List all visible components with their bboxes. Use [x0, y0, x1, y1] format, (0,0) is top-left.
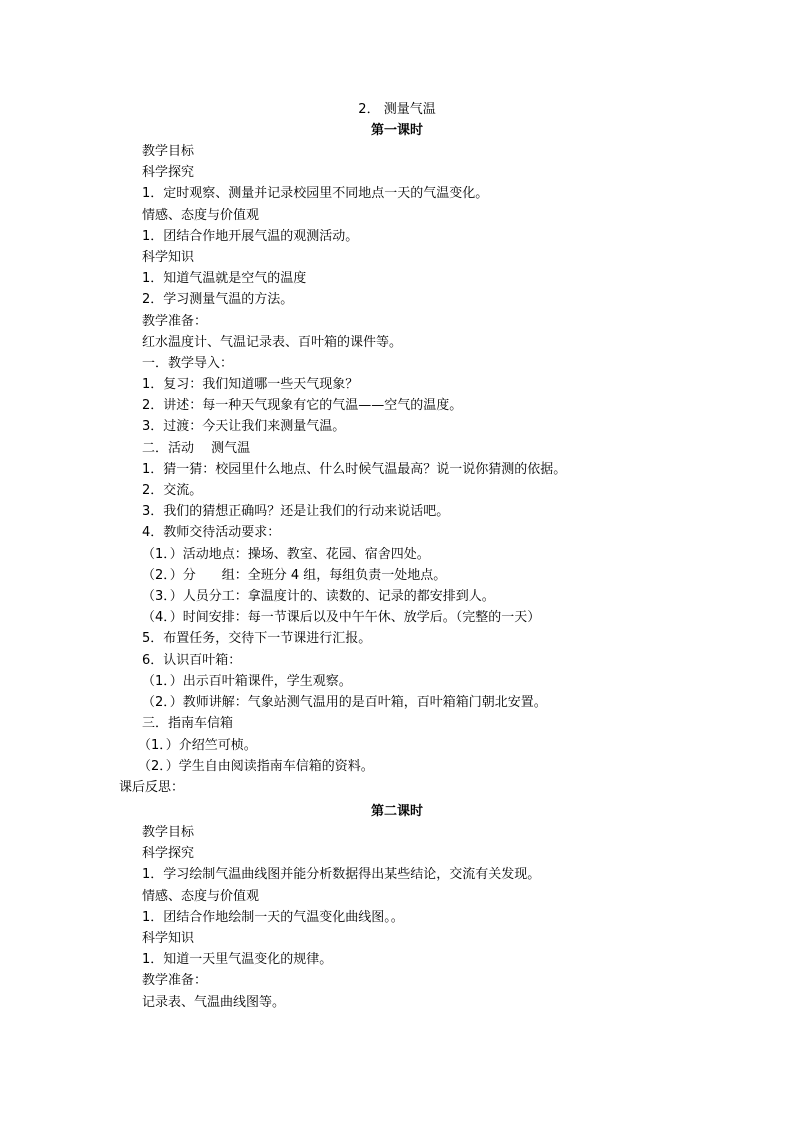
lesson1-heading: 第一课时	[370, 123, 423, 138]
reflection-label: 课后反思：	[119, 780, 185, 795]
text-line: （4．）时间安排：每一节课后以及中午午休、放学后。（完整的一天）	[142, 610, 541, 626]
text-line: 情感、态度与价值观	[142, 207, 260, 223]
text-line: 教学目标	[142, 825, 195, 840]
text-line: 教学准备：	[142, 973, 208, 989]
text-line: 3．我们的猜想正确吗？还是让我们的行动来说话吧。	[142, 504, 450, 520]
document-title: 2． 测量气温	[358, 102, 436, 117]
lesson2-body	[0, 822, 794, 1013]
text-line: 情感、态度与价值观	[142, 888, 260, 904]
text-line: （3．）人员分工：拿温度计的、读数的、记录的都安排到人。	[142, 588, 495, 604]
text-line: 科学探究	[142, 846, 195, 862]
text-line: 一．教学导入：	[142, 355, 234, 371]
text-line: 1．知道气温就是空气的温度	[142, 271, 307, 287]
text-line: 1．定时观察、测量并记录校园里不同地点一天的气温变化。	[142, 186, 489, 202]
text-line: （1．）活动地点：操场、教室、花园、宿舍四处。	[142, 546, 430, 562]
text-line: 二．活动 测气温	[142, 440, 251, 456]
text-line: 科学知识	[142, 930, 195, 946]
text-line: 4．教师交待活动要求：	[142, 525, 281, 541]
text-line: 2．学习测量气温的方法。	[142, 292, 294, 308]
text-line: （2．）教师讲解：气象站测气温用的是百叶箱，百叶箱箱门朝北安置。	[142, 694, 547, 710]
text-line: 2．讲述：每一种天气现象有它的气温——空气的温度。	[142, 398, 463, 414]
text-line: 3．过渡：今天让我们来测量气温。	[142, 419, 346, 435]
reflection-section	[0, 777, 794, 798]
text-line: 三．指南车信箱	[142, 716, 234, 732]
text-line: 科学知识	[142, 249, 195, 265]
lesson1-body	[0, 141, 794, 734]
text-line: 1．团结合作地绘制一天的气温变化曲线图。。	[142, 909, 404, 925]
text-line: 记录表、气温曲线图等。	[142, 994, 286, 1010]
text-line: 1．猜一猜：校园里什么地点、什么时候气温最高？说一说你猜测的依据。	[142, 461, 567, 477]
text-line: 科学探究	[142, 165, 195, 181]
text-line: （1．）介绍竺可桢。	[138, 737, 257, 753]
text-line: 1．学习绘制气温曲线图并能分析数据得出某些结论，交流有关发现。	[142, 867, 541, 883]
text-line: 2．交流。	[142, 483, 203, 498]
text-line: 教学准备：	[142, 313, 208, 329]
lesson1-body-extra	[0, 735, 794, 777]
text-line: 教学目标	[142, 144, 195, 159]
text-line: （2．）分 组：全班分 4 组，每组负责一处地点。	[142, 567, 447, 583]
text-line: 5．布置任务，交待下一节课进行汇报。	[142, 631, 372, 647]
text-line: 1．复习：我们知道哪一些天气现象？	[142, 377, 359, 393]
text-line: （2．）学生自由阅读指南车信箱的资料。	[138, 758, 374, 774]
lesson2-heading: 第二课时	[370, 804, 423, 819]
text-line: 1．团结合作地开展气温的观测活动。	[142, 228, 359, 244]
text-line: （1．）出示百叶箱课件，学生观察。	[142, 673, 352, 689]
text-line: 6．认识百叶箱：	[142, 652, 242, 668]
text-line: 1．知道一天里气温变化的规律。	[142, 952, 333, 968]
text-line: 红水温度计、气温记录表、百叶箱的课件等。	[142, 334, 403, 350]
